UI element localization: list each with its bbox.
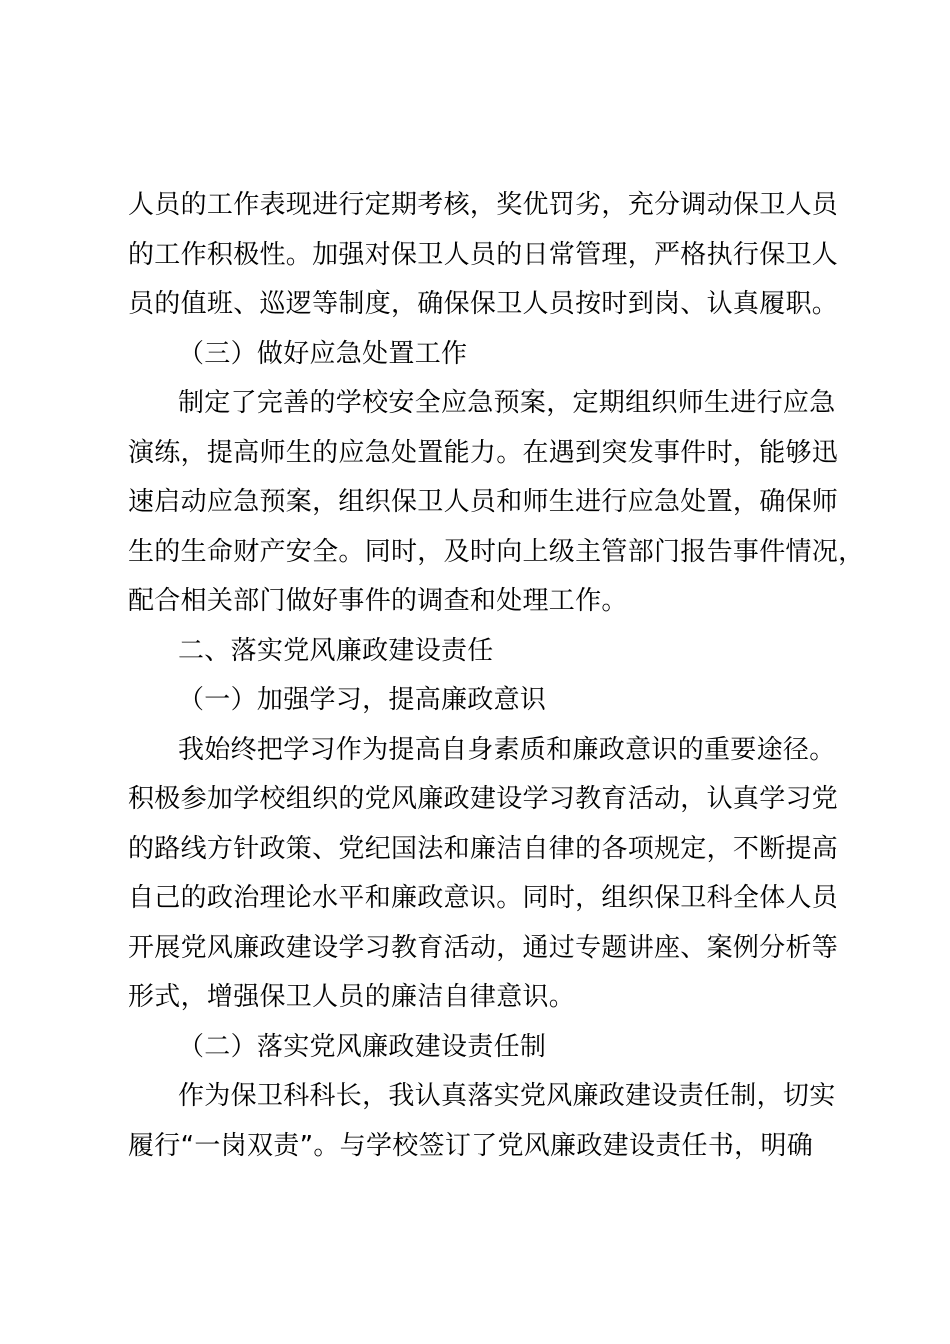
text-line: 生的生命财产安全。同时，及时向上级主管部门报告事件情况， bbox=[128, 536, 865, 567]
text-line: 的路线方针政策、党纪国法和廉洁自律的各项规定，不断提高 bbox=[128, 833, 839, 864]
text-line: 我始终把学习作为提高自身素质和廉政意识的重要途径。 bbox=[178, 734, 836, 765]
section-heading: （一）加强学习，提高廉政意识 bbox=[178, 685, 547, 715]
chapter-heading: 二、落实党风廉政建设责任 bbox=[178, 635, 494, 666]
section-heading: （三）做好应急处置工作 bbox=[178, 338, 468, 369]
text-line: 员的值班、巡逻等制度，确保保卫人员按时到岗、认真履职。 bbox=[128, 289, 839, 319]
text-line: 速启动应急预案，组织保卫人员和师生进行应急处置，确保师 bbox=[128, 487, 839, 517]
text-line: 开展党风廉政建设学习教育活动，通过专题讲座、案例分析等 bbox=[128, 932, 839, 963]
text-line: 作为保卫科科长，我认真落实党风廉政建设责任制，切实 bbox=[178, 1081, 836, 1111]
section-heading: （二）落实党风廉政建设责任制 bbox=[178, 1031, 547, 1062]
text-line: 人员的工作表现进行定期考核，奖优罚劣，充分调动保卫人员 bbox=[128, 190, 839, 220]
text-line: 演练，提高师生的应急处置能力。在遇到突发事件时，能够迅 bbox=[128, 437, 839, 468]
document-body bbox=[128, 181, 865, 1171]
text-line: 履行“一岗双责”。与学校签订了党风廉政建设责任书，明确 bbox=[128, 1130, 814, 1161]
text-line: 形式，增强保卫人员的廉洁自律意识。 bbox=[128, 982, 576, 1012]
text-line: 的工作积极性。加强对保卫人员的日常管理，严格执行保卫人 bbox=[128, 239, 839, 270]
text-line: 自己的政治理论水平和廉政意识。同时，组织保卫科全体人员 bbox=[128, 883, 839, 913]
text-line: 配合相关部门做好事件的调查和处理工作。 bbox=[128, 586, 628, 616]
text-line: 积极参加学校组织的党风廉政建设学习教育活动，认真学习党 bbox=[128, 784, 839, 814]
text-line: 制定了完善的学校安全应急预案，定期组织师生进行应急 bbox=[178, 388, 836, 418]
